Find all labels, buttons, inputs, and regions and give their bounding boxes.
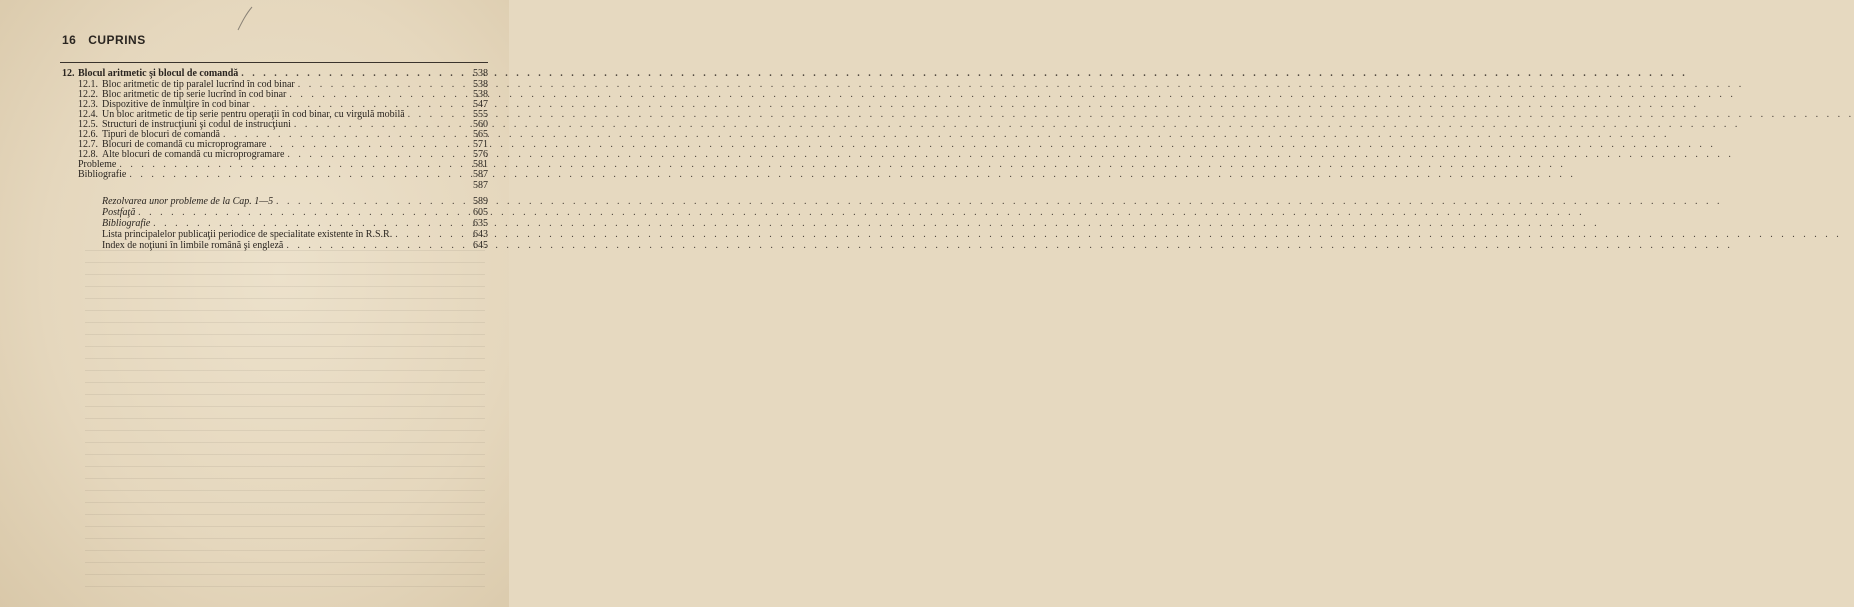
- toc-entry-title: Blocul aritmetic şi blocul de comandă: [78, 68, 239, 79]
- toc-entry: [102, 207, 462, 218]
- toc-leader-dots: [129, 169, 459, 180]
- toc-entry-number: 12.8.: [78, 149, 98, 160]
- toc-entry-number: 12.: [62, 68, 75, 79]
- toc-entry: [102, 196, 462, 207]
- toc-entry: [102, 218, 462, 229]
- toc-entry-title: Lista principalelor publicaţii periodice de specialitate existente în R.S.R.: [102, 229, 393, 240]
- toc-entry-title: Un bloc aritmetic de tip serie pentru operaţii în cod binar, cu virgulă mobilă: [102, 109, 405, 120]
- toc-entry-page: 605: [473, 207, 488, 218]
- toc-entry: [102, 240, 462, 251]
- toc-entry-page: 560: [473, 119, 488, 130]
- toc-entry-title: Dispozitive de înmulţire în cod binar: [102, 99, 250, 110]
- toc-entry-number: 12.2.: [78, 89, 98, 100]
- toc-entry-page: 587: [473, 169, 488, 180]
- toc-leader-dots: [241, 68, 459, 79]
- toc-entry-title: Rezolvarea unor probleme de la Cap. 1—5: [102, 196, 274, 207]
- toc-entry-page: 581: [473, 159, 488, 170]
- toc-entry-title: Probleme: [78, 159, 117, 170]
- toc-entry-page: 538: [473, 79, 488, 90]
- toc-entry-number: 12.5.: [78, 119, 98, 130]
- toc-entry-page: 565: [473, 129, 488, 140]
- toc-entry-title: Index de noţiuni în limbile română şi engleză: [102, 240, 284, 251]
- toc-entry-page: 571: [473, 139, 488, 150]
- toc-leader-dots: [276, 196, 459, 207]
- toc-entry-page: 587: [473, 180, 488, 191]
- page-heading: CUPRINS: [88, 33, 146, 47]
- toc-entry-number: 12.4.: [78, 109, 98, 120]
- toc-entry-page: 635: [473, 218, 488, 229]
- toc-leader-dots: [395, 229, 459, 240]
- toc-entry-page: 547: [473, 99, 488, 110]
- header-rule: [60, 62, 488, 63]
- toc-entry-number: 12.6.: [78, 129, 98, 140]
- toc-entry-title: Tipuri de blocuri de comandă: [102, 129, 220, 140]
- toc-entry-title: Structuri de instrucţiuni şi codul de instrucţiuni: [102, 119, 291, 130]
- toc-entry-page: 643: [473, 229, 488, 240]
- toc-entry-title: Alte blocuri de comandă cu microprogramare: [102, 149, 285, 160]
- toc-entry-number: 12.1.: [78, 79, 98, 90]
- toc-leader-dots: [153, 218, 459, 229]
- toc-entry-page: 589: [473, 196, 488, 207]
- page-header: [62, 33, 154, 47]
- pencil-mark: [230, 4, 260, 34]
- document-page: [0, 0, 509, 607]
- toc-entry-page: 538: [473, 68, 488, 79]
- toc-entry-page: 645: [473, 240, 488, 251]
- show-through-text: [85, 250, 485, 590]
- toc-entry-number: 12.7.: [78, 139, 98, 150]
- toc-entry: [78, 180, 462, 191]
- page-number: 16: [62, 33, 77, 47]
- toc-entry-title: Bibliografie: [102, 218, 151, 229]
- toc-entry-page: 576: [473, 149, 488, 160]
- toc-entry: [78, 169, 462, 180]
- toc-entry-page: 555: [473, 109, 488, 120]
- toc-leader-dots: [286, 240, 459, 251]
- toc-entry-title: Blocuri de comandă cu microprogramare: [102, 139, 267, 150]
- toc-entry: [62, 68, 462, 79]
- toc-entry-title: Postfaţă: [102, 207, 136, 218]
- toc-entry: [102, 229, 462, 240]
- toc-entry-page: 538: [473, 89, 488, 100]
- toc-entry-title: Bloc aritmetic de tip paralel lucrînd în cod binar: [102, 79, 295, 90]
- toc-entry-title: Bloc aritmetic de tip serie lucrînd în cod binar: [102, 89, 287, 100]
- toc-entry-title: Bibliografie: [78, 169, 127, 180]
- toc-leader-dots: [138, 207, 459, 218]
- toc-entry-number: 12.3.: [78, 99, 98, 110]
